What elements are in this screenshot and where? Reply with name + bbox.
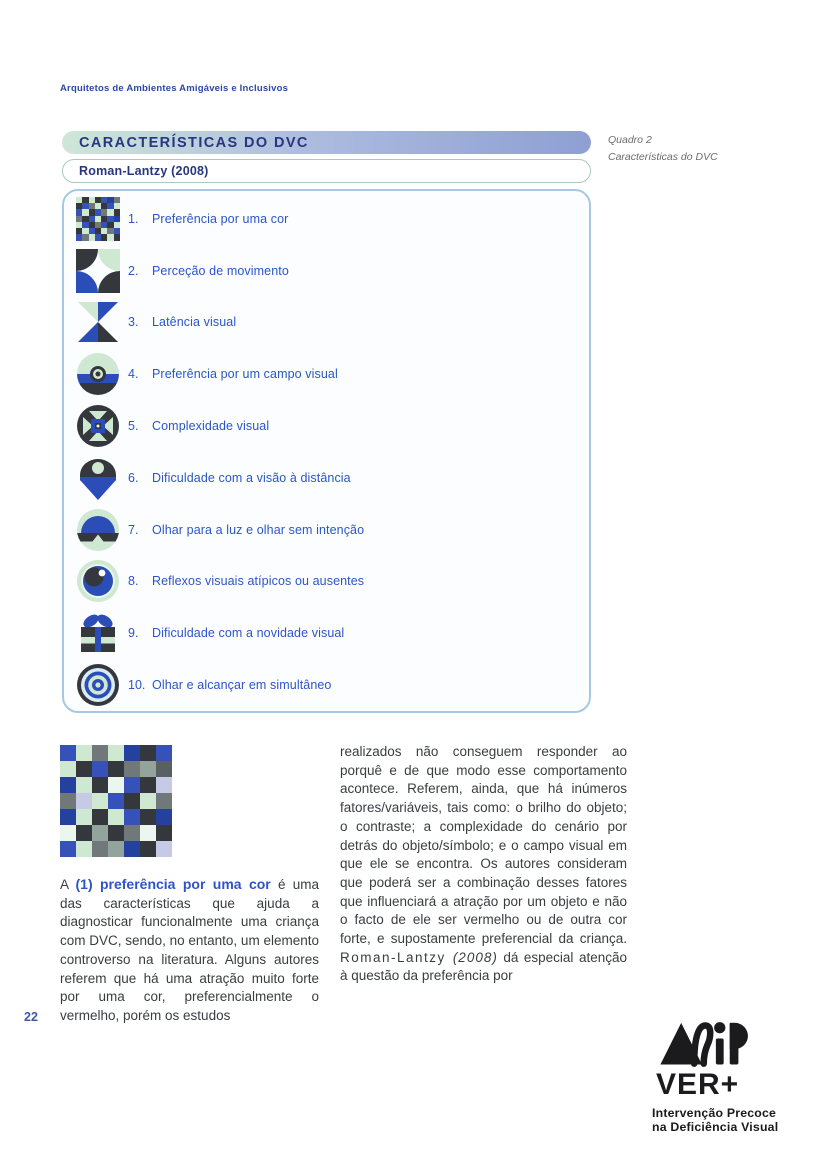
list-item xyxy=(76,659,589,711)
mosaic-cell xyxy=(92,793,108,809)
mosaic-cell xyxy=(60,761,76,777)
mosaic-cell xyxy=(140,825,156,841)
mosaic-cell xyxy=(124,745,140,761)
mosaic-cell xyxy=(140,745,156,761)
author-reference-label: Roman-Lantzy (2008) xyxy=(79,164,209,178)
color-mosaic-image xyxy=(60,745,172,857)
list-item xyxy=(76,400,589,452)
anip-ver-logo xyxy=(650,1016,790,1134)
mosaic-cell xyxy=(76,745,92,761)
list-item-label: Reflexos visuais atípicos ou ausentes xyxy=(152,574,365,589)
list-item-number: 4. xyxy=(128,367,139,382)
mosaic-cell xyxy=(76,825,92,841)
citation-author: Roman-Lantzy xyxy=(340,949,453,965)
intro-highlight: (1) preferência por uma cor xyxy=(75,876,271,892)
list-item-label: Olhar e alcançar em simultâneo xyxy=(152,678,332,693)
mosaic-cell xyxy=(124,761,140,777)
mosaic-cell xyxy=(124,841,140,857)
mosaic-cell xyxy=(60,793,76,809)
gift-novelty-icon xyxy=(76,611,120,655)
pinwheel-motion-icon xyxy=(76,249,120,293)
mosaic-cell xyxy=(108,841,124,857)
caption-title: Características do DVC xyxy=(608,151,718,163)
characteristics-list-box xyxy=(62,189,591,713)
logo-tagline-line2: na Deficiência Visual xyxy=(652,1120,779,1134)
mosaic-cell xyxy=(156,809,172,825)
mosaic-cell xyxy=(156,761,172,777)
list-item-label: Dificuldade com a visão à distância xyxy=(152,470,351,485)
mosaic-cell xyxy=(124,825,140,841)
list-item xyxy=(76,297,589,349)
mosaic-cell xyxy=(108,761,124,777)
light-gaze-icon xyxy=(76,508,120,552)
list-item-number: 9. xyxy=(128,626,139,641)
mosaic-cell xyxy=(60,825,76,841)
list-item-label: Dificuldade com a novidade visual xyxy=(152,626,345,641)
mosaic-cell xyxy=(92,809,108,825)
mosaic-cell xyxy=(92,825,108,841)
mosaic-cell xyxy=(108,745,124,761)
list-item-number: 2. xyxy=(128,263,139,278)
anip-logo-icon xyxy=(650,1016,790,1068)
list-item xyxy=(76,607,589,659)
mosaic-cell xyxy=(76,809,92,825)
mosaic-cell xyxy=(156,793,172,809)
mosaic-cell xyxy=(124,777,140,793)
list-item-label: Latência visual xyxy=(152,315,237,330)
paragraph-continuation xyxy=(340,743,627,986)
list-item-number: 1. xyxy=(128,211,139,226)
mosaic-cell xyxy=(108,825,124,841)
mosaic-cell xyxy=(108,793,124,809)
mosaic-cell xyxy=(108,777,124,793)
mosaic-cell xyxy=(92,745,108,761)
table-title: CARACTERÍSTICAS DO DVC xyxy=(79,134,309,151)
caption-number: Quadro 2 xyxy=(608,134,652,146)
citation-year: (2008) xyxy=(452,949,498,965)
list-item-number: 7. xyxy=(128,522,139,537)
mosaic-cell xyxy=(140,761,156,777)
color-checkerboard-icon xyxy=(76,197,120,241)
body-column-left xyxy=(60,875,319,1026)
hourglass-icon xyxy=(76,300,120,344)
mosaic-cell xyxy=(140,809,156,825)
logo-tagline xyxy=(652,1106,790,1134)
mosaic-cell xyxy=(76,841,92,857)
mosaic-cell xyxy=(114,234,120,240)
list-item xyxy=(76,452,589,504)
list-item-label: Preferência por um campo visual xyxy=(152,367,338,382)
mosaic-cell xyxy=(140,841,156,857)
eye-reflex-icon xyxy=(76,559,120,603)
mosaic-cell xyxy=(156,841,172,857)
mosaic-cell xyxy=(124,809,140,825)
target-reach-icon xyxy=(76,663,120,707)
mosaic-cell xyxy=(92,777,108,793)
mosaic-cell xyxy=(76,793,92,809)
continuation-text: realizados não conseguem responder ao porquê e de que modo esse comportamento acontece. Referem, ainda, que há inúmeros fatores/variáveis, tais como: o brilho do objeto; o contraste; a complexidade do cenário por detrás do objeto/símbolo; e o campo visual em que ele se encontra. Os autores consideram que poderá ser a combinação desses fatores que influenciará a atração por um objeto e não o facto de ele ser vermelho ou de outra cor forte, e supostamente preferencial da criança. xyxy=(340,744,627,947)
mosaic-cell xyxy=(156,825,172,841)
list-item-number: 10. xyxy=(128,678,146,693)
table-caption xyxy=(608,132,718,166)
logo-program-name: VER+ xyxy=(656,1068,740,1101)
mosaic-cell xyxy=(140,777,156,793)
intro-prefix: A xyxy=(60,877,76,892)
list-item-number: 8. xyxy=(128,574,139,589)
mosaic-cell xyxy=(108,809,124,825)
mosaic-cell xyxy=(60,841,76,857)
table-title-bar xyxy=(62,131,591,154)
list-item-number: 6. xyxy=(128,470,139,485)
list-item xyxy=(76,556,589,608)
paragraph-intro xyxy=(60,875,319,1026)
continuation-text-2: dá especial atenção à questão da preferência por xyxy=(340,949,627,984)
mosaic-cell xyxy=(60,745,76,761)
mosaic-cell xyxy=(156,777,172,793)
page-number: 22 xyxy=(24,1010,38,1024)
list-item xyxy=(76,348,589,400)
visual-field-icon xyxy=(76,352,120,396)
list-item-label: Complexidade visual xyxy=(152,419,270,434)
mosaic-cell xyxy=(140,793,156,809)
list-item-number: 5. xyxy=(128,419,139,434)
distance-pin-icon xyxy=(76,456,120,500)
list-item-label: Preferência por uma cor xyxy=(152,211,289,226)
mosaic-cell xyxy=(92,841,108,857)
intro-text: é uma das características que ajuda a diagnosticar funcionalmente uma criança com DVC, sendo, no entanto, um elemento controverso na literatura. Alguns autores referem que há uma atração muito forte por uma cor, preferencialmente o vermelho, porém os estudos xyxy=(60,877,319,1023)
author-reference-pill xyxy=(62,159,591,183)
mosaic-cell xyxy=(156,745,172,761)
logo-tagline-line1: Intervenção Precoce xyxy=(652,1106,777,1120)
list-item xyxy=(76,504,589,556)
mosaic-cell xyxy=(76,777,92,793)
color-checkerboard-icon xyxy=(76,197,120,241)
list-item-label: Olhar para a luz e olhar sem intenção xyxy=(152,522,365,537)
list-item-label: Perceção de movimento xyxy=(152,263,289,278)
mosaic-cell xyxy=(124,793,140,809)
running-header: Arquitetos de Ambientes Amigáveis e Inclusivos xyxy=(60,83,289,94)
list-item xyxy=(76,193,589,245)
mosaic-cell xyxy=(76,761,92,777)
body-column-right xyxy=(340,743,627,986)
list-item-number: 3. xyxy=(128,315,139,330)
list-item xyxy=(76,245,589,297)
mosaic-cell xyxy=(92,761,108,777)
mosaic-cell xyxy=(60,809,76,825)
mosaic-cell xyxy=(60,777,76,793)
mandala-complexity-icon xyxy=(76,404,120,448)
